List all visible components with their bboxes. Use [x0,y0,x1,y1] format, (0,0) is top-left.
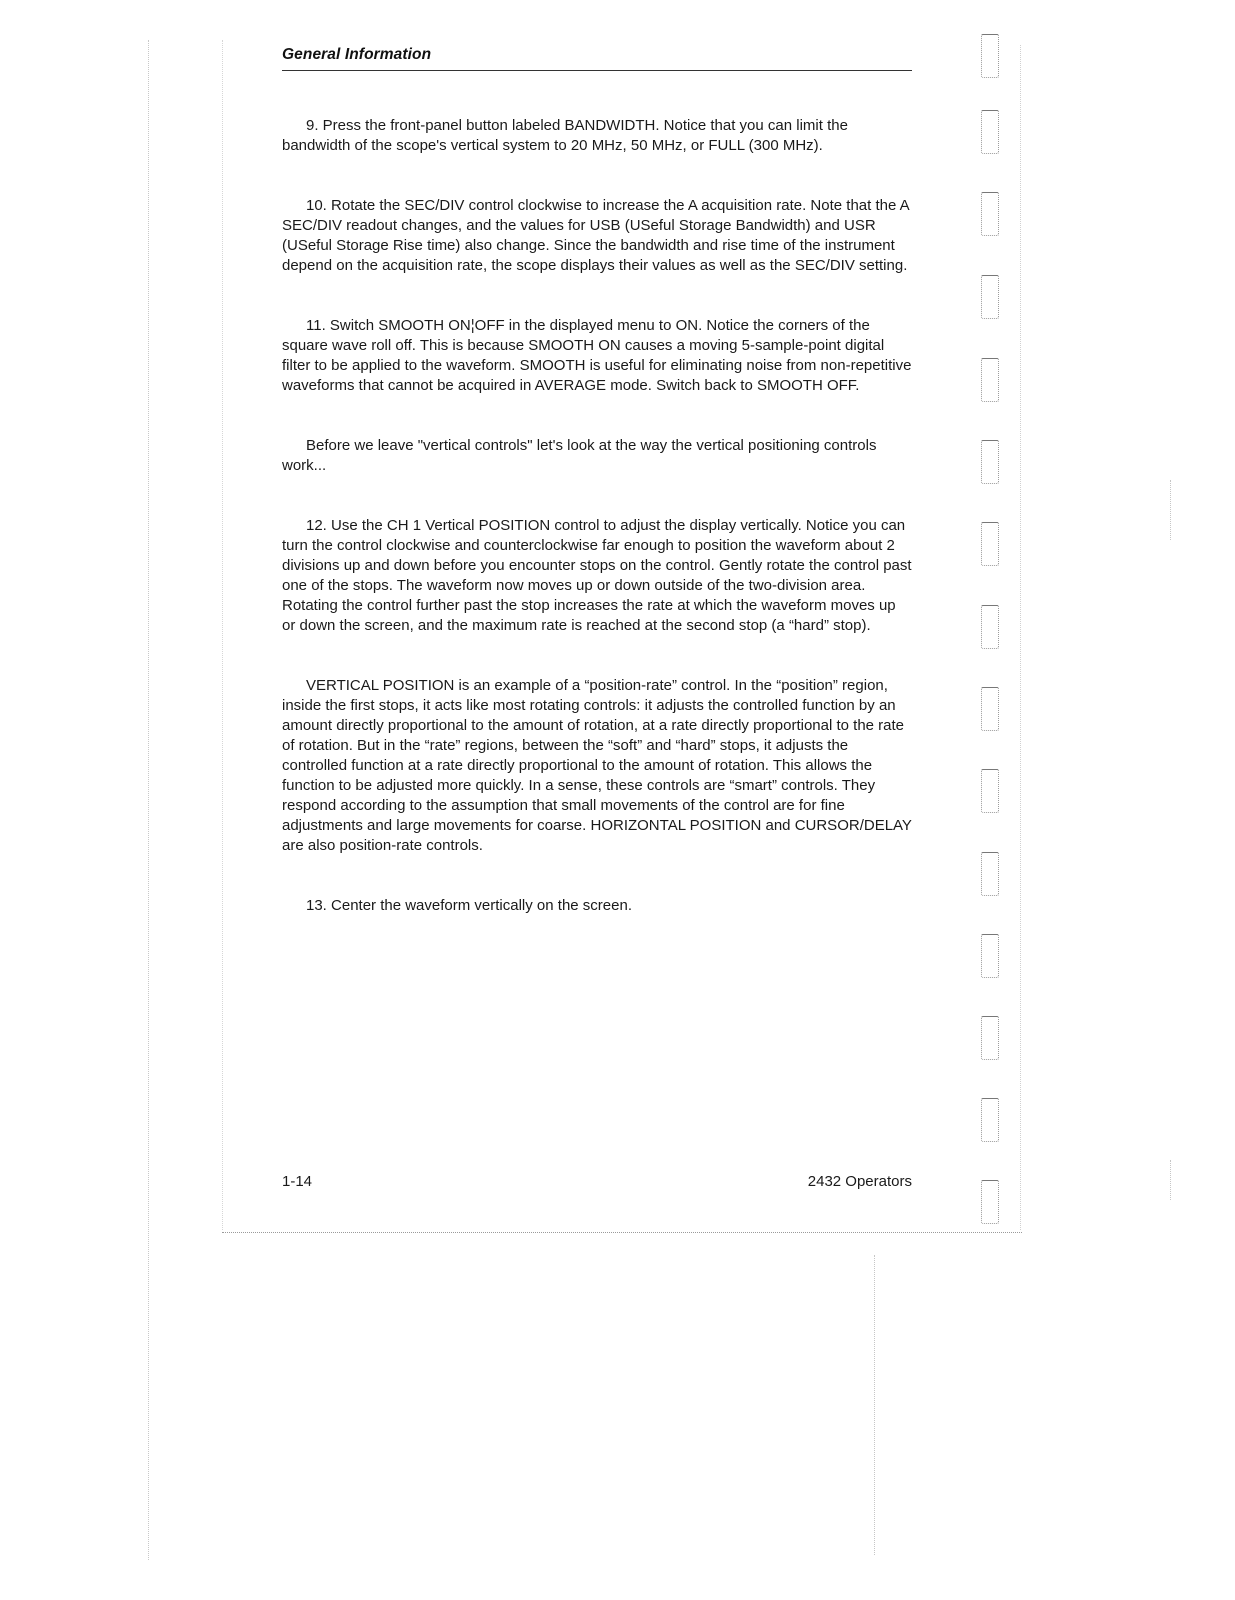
manual-title: 2432 Operators [807,1173,912,1190]
binder-holes [981,0,1005,1240]
page-bottom-edge [222,1232,1022,1233]
paragraph-step-10: 10. Rotate the SEC/DIV control clockwise to increase the A acquisition rate. Note that the A SEC/DIV readout changes, and the values for USB (USeful Storage Bandwidth) and USR (USeful Storage Rise time) also change. Since the bandwidth and rise time of the instrument depend on the acquisition rate, the scope displays their values as well as the SEC/DIV setting. [282,197,909,274]
page-right-edge [1020,45,1021,1230]
header-rule [282,70,912,71]
binder-hole [981,687,999,731]
binder-hole [981,605,999,649]
binder-hole [981,440,999,484]
paragraph-step-9: 9. Press the front-panel button labeled BANDWIDTH. Notice that you can limit the bandwidth of the scope's vertical system to 20 MHz, 50 MHz, or FULL (300 MHz). [282,117,848,154]
binder-hole [981,852,999,896]
scan-artifact [874,1255,876,1555]
binder-hole [981,522,999,566]
scan-left-edge [148,40,149,1560]
paragraph-position-rate: VERTICAL POSITION is an example of a “position-rate” control. In the “position” region, inside the first stops, it acts like most rotating controls: it adjusts the controlled function by an amount directly proportional to the amount of rotation, at a rate directly proportional to the rate of rotation. But in the “rate” regions, between the “soft” and “hard” stops, it adjusts the controlled function at a rate directly proportional to the amount of rotation. This allows the function to be adjusted more quickly. In a sense, these controls are “smart” controls. They respond according to the assumption that small movements of the control are for fine adjustments and large movements for coarse. HORIZONTAL POSITION and CURSOR/DELAY are also position-rate controls. [282,677,912,854]
binder-hole [981,110,999,154]
binder-hole [981,934,999,978]
scan-artifact [1170,480,1172,540]
page-body [282,116,912,916]
binder-hole [981,192,999,236]
binder-hole [981,358,999,402]
binder-hole [981,275,999,319]
paragraph-step-11: 11. Switch SMOOTH ON¦OFF in the displayed menu to ON. Notice the corners of the square wave roll off. This is because SMOOTH ON causes a moving 5-sample-point digital filter to be applied to the waveform. SMOOTH is useful for eliminating noise from non-repetitive waveforms that cannot be acquired in AVERAGE mode. Switch back to SMOOTH OFF. [282,317,912,394]
binder-hole [981,769,999,813]
page-number: 1-14 [282,1173,313,1190]
binder-hole [981,34,999,78]
paragraph-step-12: 12. Use the CH 1 Vertical POSITION control to adjust the display vertically. Notice you can turn the control clockwise and counterclockwise far enough to position the waveform about 2 divisions up and down before you encounter stops on the control. Gently rotate the control past one of the stops. The waveform now moves up or down outside of the two-division area. Rotating the control further past the stop increases the rate at which the waveform moves up or down the screen, and the maximum rate is reached at the second stop (a “hard” stop). [282,517,912,634]
section-title: General Information [282,46,432,63]
binder-hole [981,1098,999,1142]
scan-artifact [1170,1160,1172,1200]
scan-inner-edge [222,40,223,1230]
paragraph-transition: Before we leave "vertical controls" let's look at the way the vertical positioning controls work... [282,437,877,474]
paragraph-step-13: 13. Center the waveform vertically on the screen. [306,897,632,914]
binder-hole [981,1180,999,1224]
binder-hole [981,1016,999,1060]
